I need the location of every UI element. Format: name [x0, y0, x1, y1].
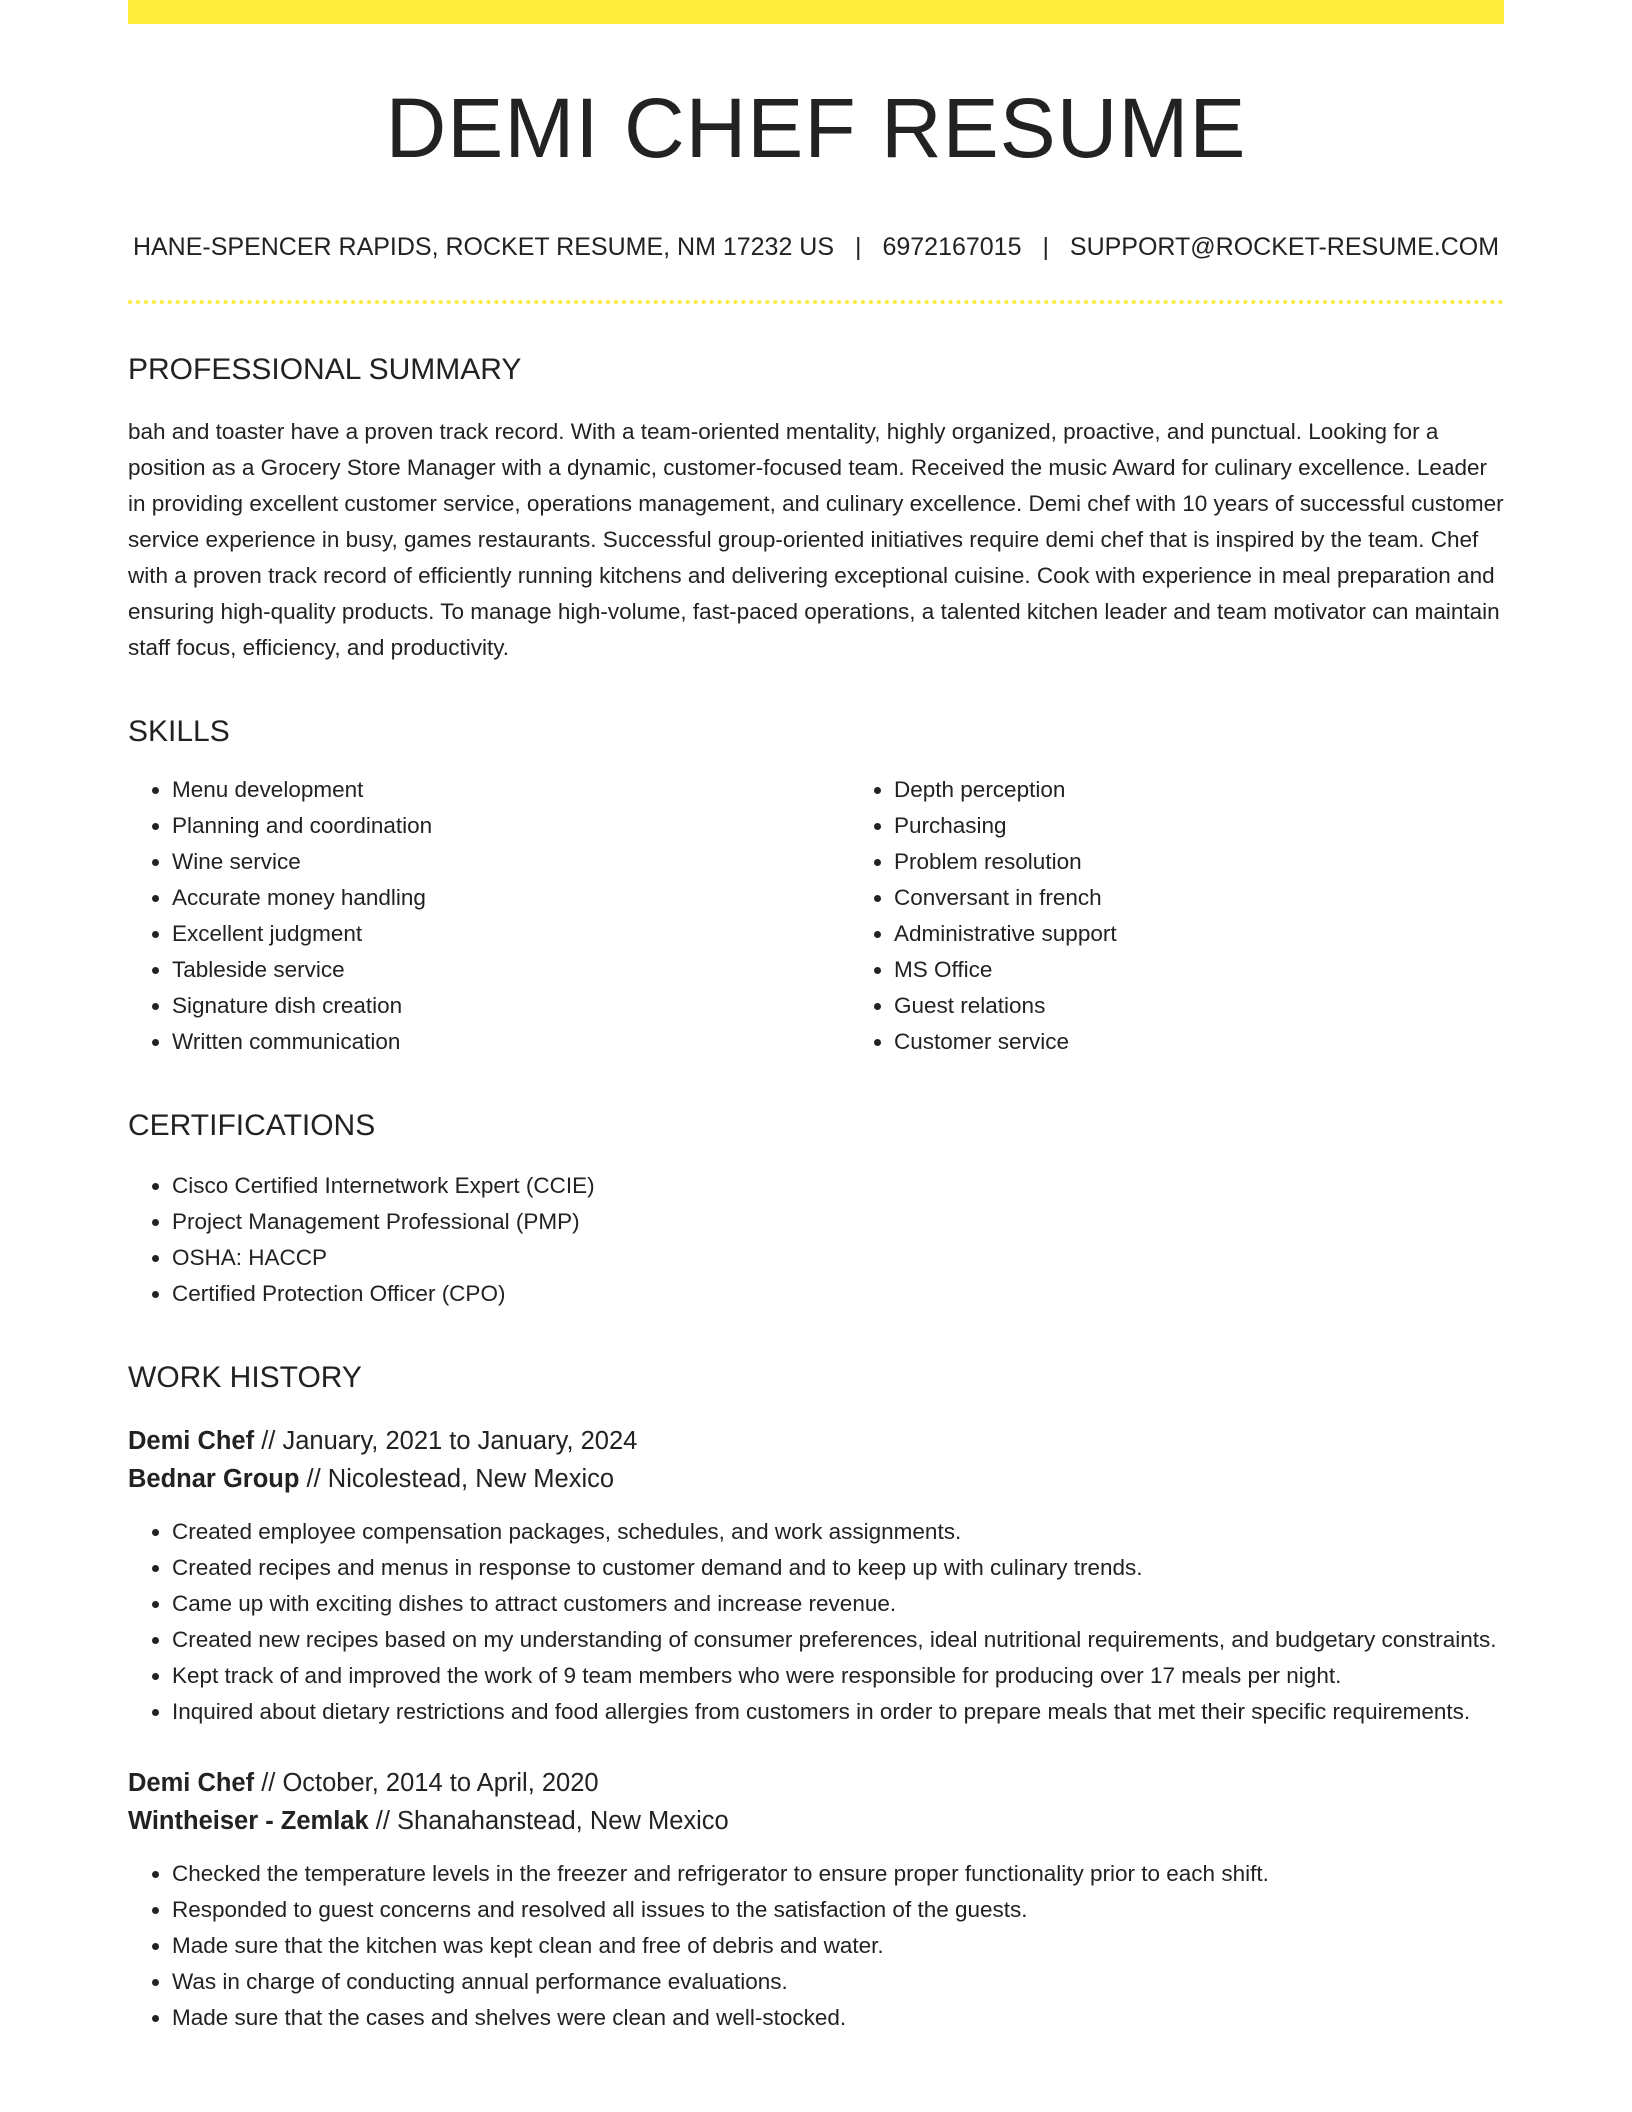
skills-heading: SKILLS — [128, 715, 230, 749]
skills-columns — [128, 772, 1504, 1060]
job-location: // Nicolestead, New Mexico — [306, 1465, 615, 1494]
job-company: Bednar Group — [128, 1465, 300, 1494]
contact-separator: | — [1042, 233, 1049, 262]
job-header — [128, 1422, 1504, 1498]
skill-item: • Accurate money handling — [172, 880, 850, 916]
work-history-heading: WORK HISTORY — [128, 1361, 362, 1395]
resume-title: DEMI CHEF RESUME — [385, 81, 1247, 175]
job-bullet: • Inquired about dietary restrictions and food allergies from customers in order to prepare meals that met their specific requirements. — [172, 1694, 1504, 1730]
contact-line — [128, 232, 1504, 262]
contact-email[interactable]: SUPPORT@ROCKET-RESUME.COM — [1069, 233, 1500, 262]
certifications-heading: CERTIFICATIONS — [128, 1109, 376, 1143]
skill-item: • Guest relations — [894, 988, 1572, 1024]
summary-heading: PROFESSIONAL SUMMARY — [128, 353, 522, 387]
certification-item: • OSHA: HACCP — [172, 1240, 1504, 1276]
skills-list-left — [128, 772, 850, 1060]
skill-item: • Planning and coordination — [172, 808, 850, 844]
skill-item: • Excellent judgment — [172, 916, 850, 952]
job-bullet: • Was in charge of conducting annual performance evaluations. — [172, 1964, 1504, 2000]
skill-item: • Menu development — [172, 772, 850, 808]
skill-item: • Customer service — [894, 1024, 1572, 1060]
skill-item: • MS Office — [894, 952, 1572, 988]
resume-page — [128, 0, 1504, 2036]
certification-item: • Cisco Certified Internetwork Expert (CCIE) — [172, 1168, 1504, 1204]
skill-item: • Wine service — [172, 844, 850, 880]
certification-item: • Certified Protection Officer (CPO) — [172, 1276, 1504, 1312]
contact-phone[interactable]: 6972167015 — [882, 233, 1022, 262]
job-header — [128, 1764, 1504, 1840]
job-bullet: • Kept track of and improved the work of 9 team members who were responsible for producing over 17 meals per night. — [172, 1658, 1504, 1694]
certification-item: • Project Management Professional (PMP) — [172, 1204, 1504, 1240]
job-bullet: • Made sure that the kitchen was kept clean and free of debris and water. — [172, 1928, 1504, 1964]
job-bullet: • Checked the temperature levels in the freezer and refrigerator to ensure proper functionality prior to each shift. — [172, 1856, 1504, 1892]
job-entry — [128, 1764, 1504, 2036]
accent-bar — [128, 0, 1504, 24]
skill-item: • Written communication — [172, 1024, 850, 1060]
job-title: Demi Chef — [128, 1427, 255, 1456]
job-bullet: • Responded to guest concerns and resolved all issues to the satisfaction of the guests. — [172, 1892, 1504, 1928]
job-bullet: • Created recipes and menus in response to customer demand and to keep up with culinary trends. — [172, 1550, 1504, 1586]
job-bullets — [128, 1856, 1504, 2036]
job-bullet: • Created employee compensation packages, schedules, and work assignments. — [172, 1514, 1504, 1550]
skill-item: • Depth perception — [894, 772, 1572, 808]
job-company: Wintheiser - Zemlak — [128, 1807, 369, 1836]
job-location: // Shanahanstead, New Mexico — [375, 1807, 729, 1836]
contact-address: HANE-SPENCER RAPIDS, ROCKET RESUME, NM 17232 US — [132, 233, 835, 262]
skill-item: • Tableside service — [172, 952, 850, 988]
job-bullet: • Made sure that the cases and shelves were clean and well-stocked. — [172, 2000, 1504, 2036]
skills-list-right — [850, 772, 1572, 1060]
skill-item: • Problem resolution — [894, 844, 1572, 880]
job-entry — [128, 1422, 1504, 1730]
job-bullet: • Came up with exciting dishes to attract customers and increase revenue. — [172, 1586, 1504, 1622]
skill-item: • Conversant in french — [894, 880, 1572, 916]
summary-text: bah and toaster have a proven track record. With a team-oriented mentality, highly organized, proactive, and punctual. Looking for a position as a Grocery Store Manager with a dynamic, customer-focused team. Received the music Award for culinary excellence. Leader in providing excellent customer service, operations management, and culinary excellence. Demi chef with 10 years of successful customer service experience in busy, games restaurants. Successful group-oriented initiatives require demi chef that is inspired by the team. Chef with a proven track record of efficiently running kitchens and delivering exceptional cuisine. Cook with experience in meal preparation and ensuring high-quality products. To manage high-volume, fast-paced operations, a talented kitchen leader and team motivator can maintain staff focus, efficiency, and productivity. — [128, 419, 1504, 661]
contact-separator: | — [855, 233, 862, 262]
job-bullets — [128, 1514, 1504, 1730]
skill-item: • Purchasing — [894, 808, 1572, 844]
job-dates: // January, 2021 to January, 2024 — [261, 1427, 638, 1456]
job-dates: // October, 2014 to April, 2020 — [261, 1769, 599, 1798]
dotted-divider — [128, 300, 1504, 304]
job-title: Demi Chef — [128, 1769, 255, 1798]
skill-item: • Signature dish creation — [172, 988, 850, 1024]
certifications-list — [128, 1168, 1504, 1312]
job-bullet: • Created new recipes based on my understanding of consumer preferences, ideal nutritional requirements, and budgetary constraints. — [172, 1622, 1504, 1658]
skill-item: • Administrative support — [894, 916, 1572, 952]
